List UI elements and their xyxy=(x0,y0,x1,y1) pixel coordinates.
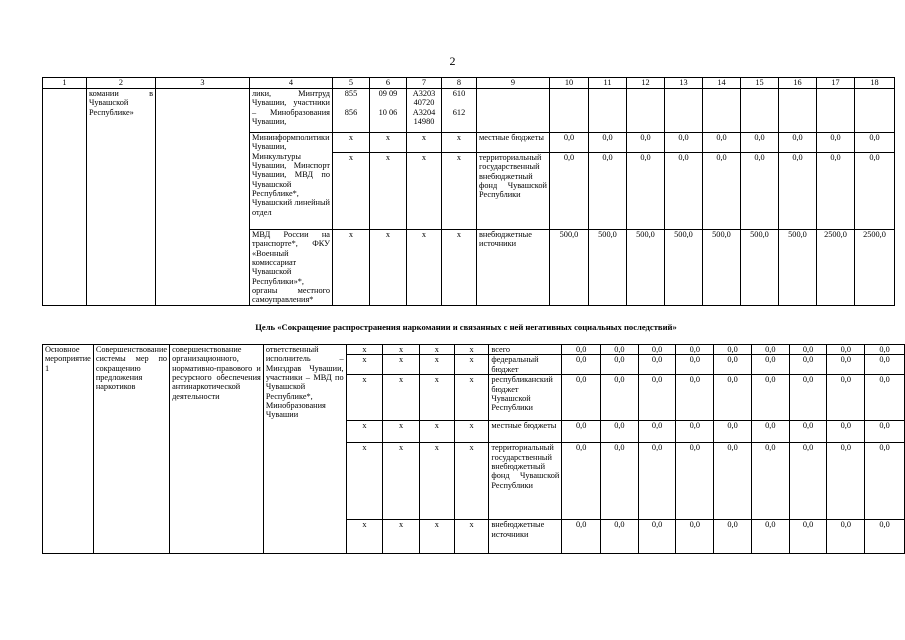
value-cell: 0,0 xyxy=(562,345,601,355)
participants-text: МВД России на транспорте*, ФКУ «Военный комиссариат Чувашской Республики»*, органы местного самоуправления* xyxy=(250,230,333,306)
x-mark-cell: х xyxy=(383,375,420,421)
value-cell: 0,0 xyxy=(703,133,741,153)
header-cell: 14 xyxy=(703,78,741,89)
value-cell: 0,0 xyxy=(817,133,855,153)
empty-cell xyxy=(43,89,87,306)
source-cell: внебюджетные источники xyxy=(489,520,562,554)
participants-text: ответственный исполнитель – Минздрав Чувашии, участники – МВД по Чувашской Республике*, Минобразования Чувашии xyxy=(263,345,346,554)
value-cell: 0,0 xyxy=(601,375,639,421)
header-cell: 3 xyxy=(156,78,250,89)
value-cell: 0,0 xyxy=(665,153,703,230)
empty-cell xyxy=(589,89,627,133)
value-cell: 0,0 xyxy=(665,133,703,153)
value-cell: 2500,0 xyxy=(855,230,895,306)
code-cell: А3203 40720 А3204 14980 xyxy=(407,89,442,133)
x-mark-cell: х xyxy=(383,345,420,355)
value-cell: 0,0 xyxy=(789,355,827,375)
x-mark-cell: х xyxy=(419,345,454,355)
header-cell: 16 xyxy=(779,78,817,89)
value-cell: 500,0 xyxy=(703,230,741,306)
value-cell: 0,0 xyxy=(562,421,601,443)
empty-cell xyxy=(779,89,817,133)
value-cell: 0,0 xyxy=(741,133,779,153)
x-mark-cell: х xyxy=(419,520,454,554)
value-cell: 0,0 xyxy=(676,520,714,554)
x-mark-cell: х xyxy=(442,133,477,153)
header-cell: 17 xyxy=(817,78,855,89)
value-cell: 0,0 xyxy=(601,520,639,554)
x-mark-cell: х xyxy=(346,443,383,520)
value-cell: 0,0 xyxy=(865,421,905,443)
activity-name: Совершенствование системы мер по сокращению предложения наркотиков xyxy=(93,345,169,554)
empty-cell xyxy=(665,89,703,133)
value-cell: 0,0 xyxy=(562,375,601,421)
value-cell: 0,0 xyxy=(601,355,639,375)
participants-text: лики, Минтруд Чувашии, участники – Минобразования Чувашии, xyxy=(250,89,333,133)
value-cell: 0,0 xyxy=(676,355,714,375)
x-mark-cell: х xyxy=(419,421,454,443)
value-cell: 0,0 xyxy=(714,355,752,375)
value-cell: 0,0 xyxy=(855,133,895,153)
value-cell: 0,0 xyxy=(751,375,789,421)
value-cell: 0,0 xyxy=(601,443,639,520)
value-cell: 0,0 xyxy=(855,153,895,230)
empty-cell xyxy=(703,89,741,133)
empty-cell xyxy=(156,89,250,306)
value-cell: 0,0 xyxy=(638,355,676,375)
value-cell: 0,0 xyxy=(562,355,601,375)
code-cell: 09 09 10 06 xyxy=(370,89,407,133)
header-cell: 12 xyxy=(627,78,665,89)
x-mark-cell: х xyxy=(454,520,489,554)
value-cell: 0,0 xyxy=(827,355,865,375)
value-cell: 0,0 xyxy=(751,345,789,355)
source-cell: всего xyxy=(489,345,562,355)
value-cell: 0,0 xyxy=(714,375,752,421)
x-mark-cell: х xyxy=(454,355,489,375)
x-mark-cell: х xyxy=(383,355,420,375)
value-cell: 0,0 xyxy=(589,153,627,230)
header-cell: 10 xyxy=(550,78,589,89)
source-cell: федеральный бюджет xyxy=(489,355,562,375)
value-cell: 500,0 xyxy=(741,230,779,306)
value-cell: 0,0 xyxy=(751,355,789,375)
value-cell: 0,0 xyxy=(714,520,752,554)
header-cell: 8 xyxy=(442,78,477,89)
value-cell: 0,0 xyxy=(789,375,827,421)
x-mark-cell: х xyxy=(419,375,454,421)
value-cell: 0,0 xyxy=(865,520,905,554)
header-cell: 13 xyxy=(665,78,703,89)
header-cell: 2 xyxy=(87,78,156,89)
value-cell: 0,0 xyxy=(601,421,639,443)
x-mark-cell: х xyxy=(407,153,442,230)
value-cell: 0,0 xyxy=(789,443,827,520)
x-mark-cell: х xyxy=(346,355,383,375)
value-cell: 0,0 xyxy=(714,421,752,443)
value-cell: 0,0 xyxy=(751,421,789,443)
header-cell: 9 xyxy=(477,78,550,89)
source-cell: территориальный государственный внебюджетный фонд Чувашской Республики xyxy=(489,443,562,520)
goal-heading: Цель «Сокращение распространения наркомании и связанных с ней негативных социальных последствий» xyxy=(255,322,677,332)
code-cell: 855 856 xyxy=(333,89,370,133)
value-cell: 0,0 xyxy=(601,345,639,355)
value-cell: 500,0 xyxy=(779,230,817,306)
value-cell: 0,0 xyxy=(865,375,905,421)
table-row xyxy=(43,345,905,355)
value-cell: 0,0 xyxy=(827,443,865,520)
value-cell: 2500,0 xyxy=(817,230,855,306)
empty-cell xyxy=(627,89,665,133)
page-number: 2 xyxy=(449,54,456,68)
x-mark-cell: х xyxy=(333,153,370,230)
x-mark-cell: х xyxy=(454,375,489,421)
x-mark-cell: х xyxy=(346,345,383,355)
x-mark-cell: х xyxy=(442,153,477,230)
funding-table-continued xyxy=(42,77,895,306)
value-cell: 0,0 xyxy=(779,153,817,230)
value-cell: 0,0 xyxy=(589,133,627,153)
activity-name: комании в Чувашской Республике» xyxy=(87,89,156,306)
x-mark-cell: х xyxy=(419,443,454,520)
value-cell: 0,0 xyxy=(751,443,789,520)
value-cell: 500,0 xyxy=(589,230,627,306)
header-cell: 6 xyxy=(370,78,407,89)
x-mark-cell: х xyxy=(333,133,370,153)
empty-cell xyxy=(477,89,550,133)
value-cell: 0,0 xyxy=(550,153,589,230)
x-mark-cell: х xyxy=(346,421,383,443)
value-cell: 0,0 xyxy=(827,375,865,421)
value-cell: 0,0 xyxy=(676,443,714,520)
value-cell: 0,0 xyxy=(627,133,665,153)
activity-number: Основное мероприятие 1 xyxy=(43,345,94,554)
x-mark-cell: х xyxy=(442,230,477,306)
value-cell: 0,0 xyxy=(676,375,714,421)
value-cell: 0,0 xyxy=(638,421,676,443)
value-cell: 0,0 xyxy=(865,355,905,375)
empty-cell xyxy=(855,89,895,133)
value-cell: 0,0 xyxy=(779,133,817,153)
value-cell: 0,0 xyxy=(789,520,827,554)
value-cell: 500,0 xyxy=(550,230,589,306)
value-cell: 0,0 xyxy=(562,520,601,554)
x-mark-cell: х xyxy=(454,345,489,355)
participants-text: Мининформполитики Чувашии, Минкультуры Чувашии, Минспорт Чувашии, МВД по Чувашской Республике*, Чувашский линейный отдел xyxy=(250,133,333,230)
header-cell: 5 xyxy=(333,78,370,89)
value-cell: 0,0 xyxy=(627,153,665,230)
value-cell: 0,0 xyxy=(827,421,865,443)
value-cell: 0,0 xyxy=(638,375,676,421)
value-cell: 0,0 xyxy=(817,153,855,230)
value-cell: 0,0 xyxy=(703,153,741,230)
source-cell: внебюджетные источники xyxy=(477,230,550,306)
value-cell: 0,0 xyxy=(676,421,714,443)
source-cell: местные бюджеты xyxy=(477,133,550,153)
x-mark-cell: х xyxy=(407,133,442,153)
value-cell: 0,0 xyxy=(714,443,752,520)
empty-cell xyxy=(741,89,779,133)
x-mark-cell: х xyxy=(370,133,407,153)
value-cell: 0,0 xyxy=(789,421,827,443)
value-cell: 0,0 xyxy=(751,520,789,554)
source-cell: территориальный государственный внебюджетный фонд Чувашской Республики xyxy=(477,153,550,230)
source-cell: местные бюджеты xyxy=(489,421,562,443)
header-cell: 18 xyxy=(855,78,895,89)
funding-table-main-activity xyxy=(42,344,905,554)
x-mark-cell: х xyxy=(383,421,420,443)
activity-goal: совершенствование организационного, нормативно-правового и ресурсного обеспечения антинаркотической деятельности xyxy=(170,345,264,554)
empty-cell xyxy=(817,89,855,133)
x-mark-cell: х xyxy=(419,355,454,375)
value-cell: 0,0 xyxy=(638,345,676,355)
x-mark-cell: х xyxy=(370,230,407,306)
value-cell: 0,0 xyxy=(714,345,752,355)
table-row xyxy=(43,89,895,133)
x-mark-cell: х xyxy=(407,230,442,306)
header-row xyxy=(43,78,895,89)
header-cell: 11 xyxy=(589,78,627,89)
value-cell: 0,0 xyxy=(865,345,905,355)
value-cell: 0,0 xyxy=(676,345,714,355)
value-cell: 0,0 xyxy=(827,345,865,355)
value-cell: 0,0 xyxy=(827,520,865,554)
value-cell: 0,0 xyxy=(550,133,589,153)
header-cell: 4 xyxy=(250,78,333,89)
x-mark-cell: х xyxy=(333,230,370,306)
value-cell: 500,0 xyxy=(665,230,703,306)
code-cell: 610 612 xyxy=(442,89,477,133)
value-cell: 0,0 xyxy=(741,153,779,230)
value-cell: 0,0 xyxy=(789,345,827,355)
value-cell: 500,0 xyxy=(627,230,665,306)
value-cell: 0,0 xyxy=(638,520,676,554)
header-cell: 7 xyxy=(407,78,442,89)
x-mark-cell: х xyxy=(346,375,383,421)
x-mark-cell: х xyxy=(383,443,420,520)
x-mark-cell: х xyxy=(370,153,407,230)
value-cell: 0,0 xyxy=(638,443,676,520)
header-cell: 15 xyxy=(741,78,779,89)
value-cell: 0,0 xyxy=(562,443,601,520)
value-cell: 0,0 xyxy=(865,443,905,520)
source-cell: республиканский бюджет Чувашской Республики xyxy=(489,375,562,421)
empty-cell xyxy=(550,89,589,133)
x-mark-cell: х xyxy=(383,520,420,554)
x-mark-cell: х xyxy=(454,421,489,443)
header-cell: 1 xyxy=(43,78,87,89)
x-mark-cell: х xyxy=(454,443,489,520)
x-mark-cell: х xyxy=(346,520,383,554)
